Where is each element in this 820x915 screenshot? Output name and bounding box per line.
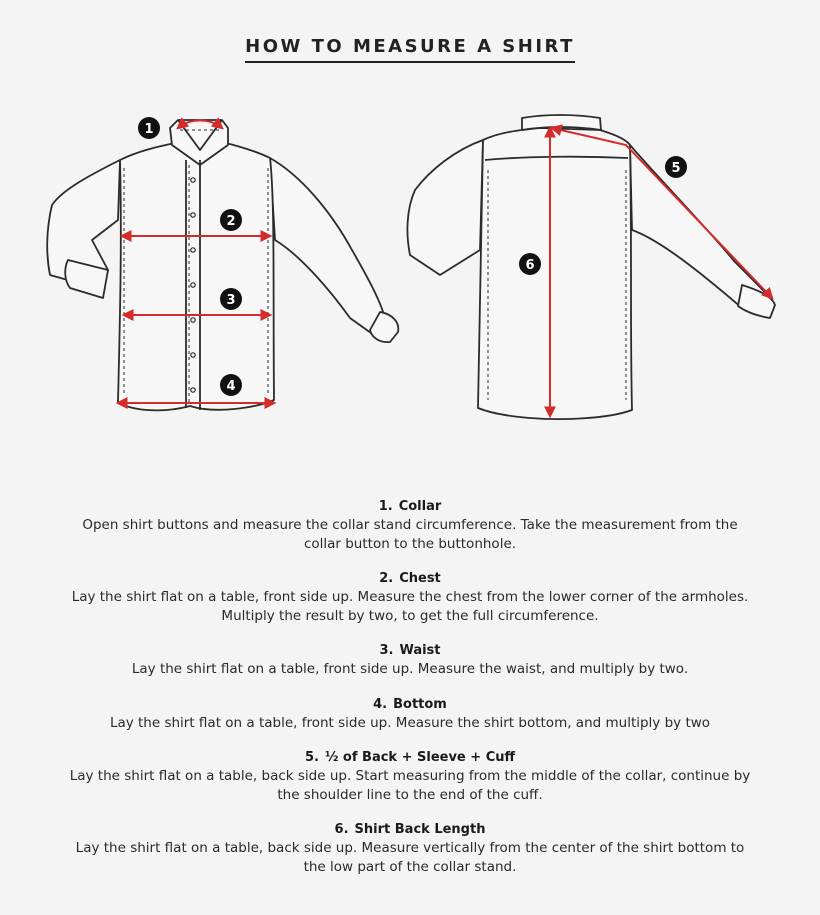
step-name: Shirt Back Length — [354, 822, 486, 837]
marker-4 — [220, 374, 242, 396]
step-number: 3. — [379, 643, 394, 658]
step-description: Lay the shirt flat on a table, front side up. Measure the waist, and multiply by two. — [131, 661, 689, 677]
step-name: Chest — [399, 571, 441, 586]
step-back-sleeve-cuff — [0, 749, 820, 804]
step-number: 2. — [379, 571, 394, 586]
step-waist — [0, 642, 820, 679]
measurement-steps — [0, 498, 820, 893]
marker-3 — [220, 288, 242, 310]
step-name: Bottom — [393, 696, 447, 712]
step-name: Waist — [399, 643, 441, 658]
marker-6 — [519, 253, 541, 275]
marker-5-label: 5 — [671, 161, 681, 176]
back-shirt-illustration — [407, 115, 775, 419]
step-description: Lay the shirt flat on a table, back side up. Start measuring from the middle of the collar, continue by the shoulder line to the end of the cuff. — [69, 768, 751, 803]
step-description: Lay the shirt flat on a table, back side up. Measure vertically from the center of the shirt bottom to the low part of the collar stand. — [75, 840, 745, 875]
step-collar — [0, 498, 820, 553]
step-description: Open shirt buttons and measure the collar stand circumference. Take the measurement from the collar button to the buttonhole. — [82, 517, 738, 552]
marker-6-label: 6 — [525, 258, 535, 273]
step-bottom — [0, 696, 820, 733]
marker-3-label: 3 — [226, 293, 236, 308]
marker-2 — [220, 209, 242, 231]
page-title-text: HOW TO MEASURE A SHIRT — [245, 36, 575, 63]
step-name: Collar — [398, 499, 442, 514]
step-number: 6. — [334, 822, 349, 837]
step-number: 1. — [378, 499, 393, 514]
marker-5 — [665, 156, 687, 178]
step-number: 4. — [373, 696, 388, 712]
marker-2-label: 2 — [226, 214, 236, 229]
step-number: 5. — [304, 750, 319, 765]
step-name: ½ of Back + Sleeve + Cuff — [324, 750, 516, 765]
step-description: Lay the shirt flat on a table, front side up. Measure the shirt bottom, and multiply by two — [109, 714, 711, 731]
front-shirt-illustration — [47, 120, 398, 410]
step-description: Lay the shirt flat on a table, front side up. Measure the chest from the lower corner of the armholes. Multiply the result by two, to get the full circumference. — [71, 589, 749, 624]
marker-1-label: 1 — [144, 122, 154, 137]
step-chest — [0, 570, 820, 625]
step-back-length — [0, 821, 820, 876]
marker-1 — [138, 117, 160, 139]
marker-4-label: 4 — [226, 379, 236, 394]
